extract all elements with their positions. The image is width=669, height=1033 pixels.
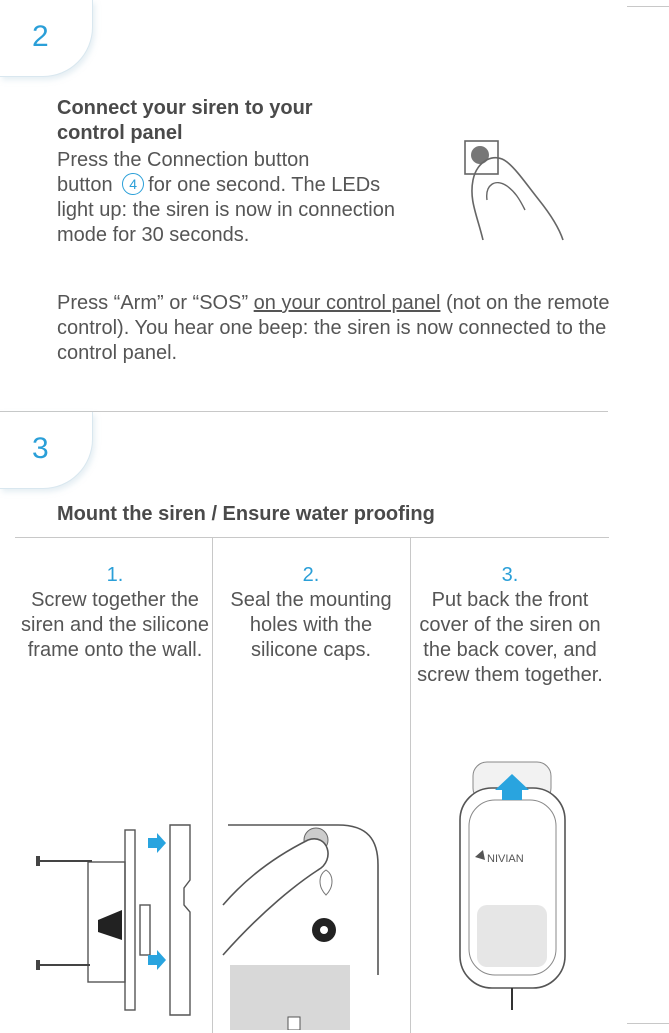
bottom-right-rule	[627, 1023, 669, 1024]
step-2-text-a: Press the Connection button	[57, 149, 310, 171]
step-2-para2-b: (not on the remote control). You hear one beep: the siren is now connected to the control panel.	[57, 292, 610, 364]
silicone-frame	[125, 830, 135, 1010]
column-3-text: Put back the front cover of the siren on the back cover, and screw them together.	[417, 589, 603, 686]
connection-button-ref: 4	[122, 173, 144, 195]
column-3-number: 3.	[501, 564, 519, 586]
mounting-side-view-illustration	[30, 820, 210, 1020]
step-3-number: 3	[32, 432, 49, 465]
column-divider-2	[410, 538, 411, 1033]
step-2-paragraph-2	[57, 291, 617, 366]
top-right-rule	[627, 6, 669, 7]
finger-outline	[223, 839, 328, 955]
step-2-heading: Connect your siren to your control panel	[57, 97, 313, 144]
connection-button-dot	[471, 146, 489, 164]
step-2-badge	[0, 0, 93, 77]
column-1-number: 1.	[106, 564, 124, 586]
keyhole-slot	[320, 870, 332, 895]
nivian-logo: NIVIAN	[487, 853, 524, 865]
column-1-text: Screw together the siren and the silicone frame onto the wall.	[21, 589, 209, 661]
step-3-heading-rule	[15, 537, 609, 538]
step-2-para2-a: Press “Arm” or “SOS”	[57, 292, 254, 314]
step-2-number: 2	[32, 20, 49, 53]
finger-press-illustration	[455, 130, 580, 245]
step-2-text-b: for one second. The LEDs light up: the siren is now in connection mode for 30 seconds.	[57, 174, 395, 246]
sealing-holes-illustration	[218, 815, 406, 1030]
silicone-plug	[98, 910, 122, 940]
finger-outline	[472, 158, 563, 240]
front-cover-illustration	[455, 760, 570, 1015]
instruction-column-2	[216, 563, 406, 663]
instruction-column-1	[20, 563, 210, 663]
right-arrow-icon	[148, 833, 166, 853]
instruction-column-3	[414, 563, 606, 688]
fingernail	[487, 183, 525, 210]
step-3-heading: Mount the siren / Ensure water proofing	[57, 503, 435, 525]
column-divider-1	[212, 538, 213, 1033]
column-2-number: 2.	[302, 564, 320, 586]
step-2-instructions: Press the Connection button button 4 for one second. The LEDs light up: the siren is now in connection mode for 30 seconds.	[57, 149, 395, 246]
control-panel-ref: on your control panel	[253, 292, 441, 314]
speaker-grille	[477, 905, 547, 967]
step-3-badge	[0, 412, 93, 489]
front-cover	[170, 825, 190, 1015]
column-2-text: Seal the mounting holes with the silicone caps.	[230, 589, 392, 661]
